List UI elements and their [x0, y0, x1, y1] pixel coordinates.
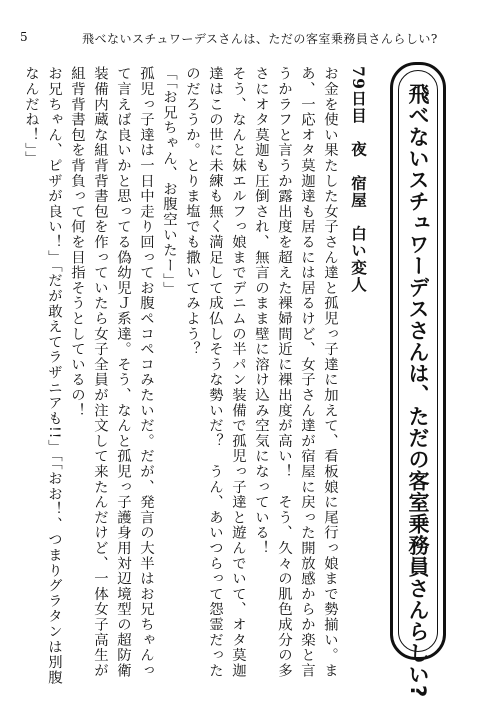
paragraph: お金を使い果たした女子さん達と孤児っ子達に加えて、看板娘に尾行っ娘まで勢揃い。まあ、一応オタ莫迦達も居るには居るけど、女子さん達が宿屋に戻った開放感からか楽と言うかラフと言うか露出度を超えた裸婦間近に裸出度が高い！ そう、久々の肌色成分の多さにオタ莫迦も圧倒され、無言のまま壁に溶け込み空気になっている！: [253, 66, 338, 678]
dialogue-line: 「「お兄ちゃん、お腹空いたー」」: [161, 66, 177, 297]
paragraph: そう、なんと妹エルフっ娘までデニムの半パン装備で孤児っ子達と遊んでいて、オタ莫迦達はこの世に未練も無く満足して成仏しそうな勢いだ？ うん、あいつらって怨霊だったのだろうか。とりま塩でも撒いてみよう？: [184, 66, 246, 678]
page-number: 5: [20, 30, 29, 44]
page-header: [20, 30, 480, 50]
dialogue-line: お兄ちゃん、ピザが良い！」「だが敢えてラザニアも!!」「「おお！、つまりグラタンは別腹なんだね！」」: [23, 66, 62, 686]
paragraph: 孤児っ子達は一日中走り回ってお腹ペコペコみたいだ。だが、発言の大半はお兄ちゃんって言えば良いかと思ってる偽幼児Ｊ系達。そう、なんと孤児っ子護身用対辺境型の超防衛装備内蔵な組背背書包を作っていたら女子全員が注文して来たんだけど、一体女子高生が組背背書包を背負って何を目指そうとしているの！: [69, 66, 154, 678]
running-title: 飛べないスチュワーデスさんは、ただの客室乗務員さんらしい?: [82, 32, 438, 46]
chapter-heading: 79日目 夜 宿屋 白い変人: [349, 66, 368, 294]
body-text: [23, 66, 370, 691]
title-band: [390, 62, 446, 698]
book-title: 飛べないスチュワーデスさんは、ただの客室乗務員さんらしい?: [406, 83, 430, 698]
